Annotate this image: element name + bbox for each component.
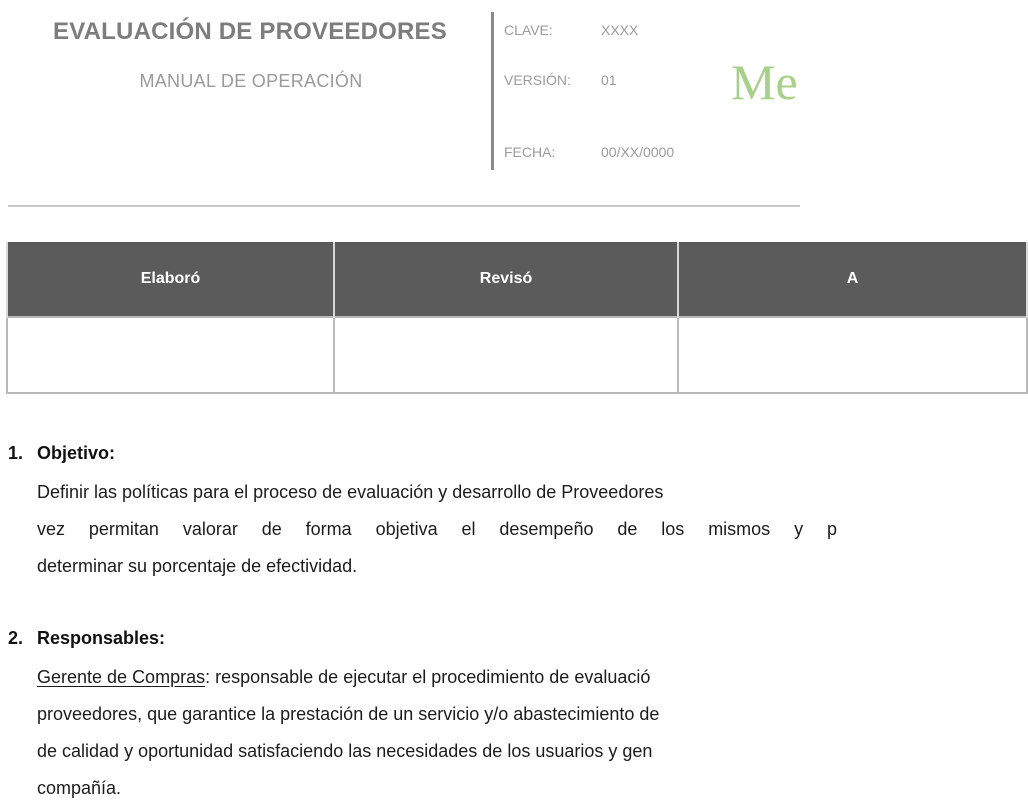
reviso-cell[interactable]	[334, 317, 678, 393]
version-value: 01	[601, 72, 617, 88]
section-title-objetivo: Objetivo:	[37, 443, 116, 463]
aprobo-cell[interactable]	[678, 317, 1027, 393]
section-number: 1.	[8, 443, 24, 463]
objetivo-line: Definir las políticas para el proceso de evaluación y desarrollo de Proveedores	[37, 482, 664, 502]
section-number: 2.	[8, 628, 24, 648]
role-description: : responsable de ejecutar el procedimiento de evaluació	[205, 667, 651, 687]
section-title-responsables: Responsables:	[37, 628, 166, 648]
clave-value: XXXX	[601, 22, 639, 38]
clave-label: CLAVE:	[504, 22, 553, 38]
objetivo-line: vez permitan valorar de forma objetiva el desempeño de los mismos y p	[37, 519, 837, 539]
document-subtitle: MANUAL DE OPERACIÓN	[139, 71, 363, 91]
aprobo-header: A	[678, 242, 1027, 317]
brand-logo-text: Me	[731, 54, 798, 110]
responsables-line: proveedores, que garantice la prestación de un servicio y/o abastecimiento de	[37, 704, 660, 724]
signature-table	[6, 242, 1028, 394]
objetivo-line: determinar su porcentaje de efectividad.	[37, 556, 358, 576]
responsables-line: compañía.	[37, 778, 122, 798]
elaboro-header: Elaboró	[7, 242, 334, 317]
version-label: VERSIÓN:	[504, 72, 571, 88]
role-name: Gerente de Compras	[37, 667, 206, 687]
signature-row	[7, 317, 1027, 393]
document-title: EVALUACIÓN DE PROVEEDORES	[53, 18, 447, 45]
fecha-value: 00/XX/0000	[601, 144, 675, 160]
signature-header-row	[7, 242, 1027, 317]
elaboro-cell[interactable]	[7, 317, 334, 393]
responsables-line: de calidad y oportunidad satisfaciendo las necesidades de los usuarios y gen	[37, 741, 653, 761]
reviso-header: Revisó	[334, 242, 678, 317]
fecha-label: FECHA:	[504, 144, 556, 160]
header-rule	[8, 205, 800, 207]
responsables-line	[37, 667, 650, 688]
header-divider	[491, 12, 494, 170]
